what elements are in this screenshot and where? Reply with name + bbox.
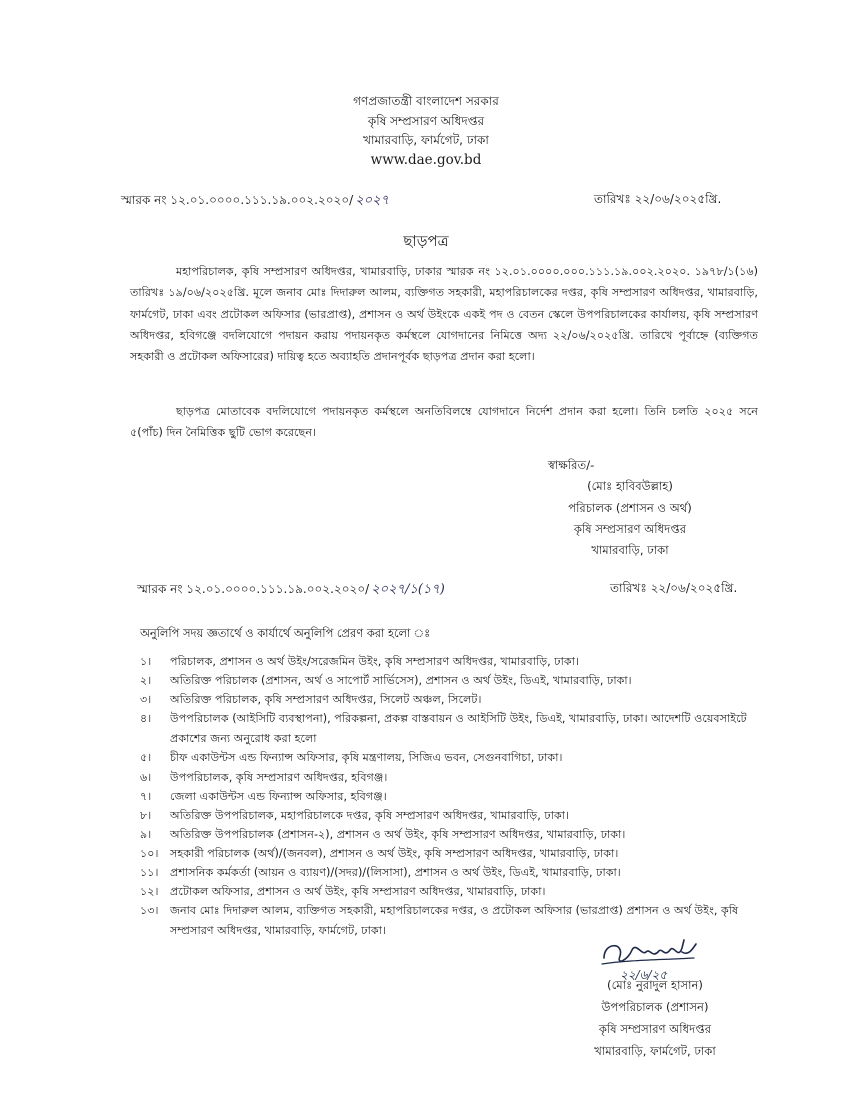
department-address: খামারবাড়ি, ফার্মগেট, ঢাকা bbox=[363, 133, 489, 147]
copy-distribution-text: সহকারী পরিচালক (অর্থ)/(জনবল), প্রশাসন ও অর্থ উইং, কৃষি সম্প্রসারণ অধিদপ্তর, খামারবাড়ি, ঢাকা। bbox=[170, 846, 619, 860]
copy-distribution-item bbox=[140, 768, 760, 787]
signatory-2-office: কৃষি সম্প্রসারণ অধিদপ্তর bbox=[598, 1022, 712, 1036]
copy-distribution-item bbox=[140, 671, 760, 690]
copy-distribution-intro: অনুলিপি সদয় জ্ঞতার্থে ও কার্যার্থে অনুলিপি প্রেরণ করা হলো ঃ bbox=[140, 626, 431, 640]
copy-distribution-text: প্রটোকল অফিসার, প্রশাসন ও অর্থ উইং, কৃষি সম্প্রসারণ অধিদপ্তর, খামারবাড়ি, ঢাকা। bbox=[170, 885, 546, 899]
copy-distribution-number: ১৩। bbox=[140, 904, 159, 918]
copy-distribution-item bbox=[140, 652, 760, 671]
copy-distribution-item bbox=[140, 844, 760, 863]
government-name: গণপ্রজাতন্ত্রী বাংলাদেশ সরকার bbox=[353, 94, 499, 108]
copy-distribution-text: পরিচালক, প্রশাসন ও অর্থ উইং/সরেজমিন উইং, কৃষি সম্প্রসারণ অধিদপ্তর, খামারবাড়ি, ঢাকা। bbox=[170, 655, 579, 668]
copy-distribution-item bbox=[140, 806, 760, 825]
signatory-block-2 bbox=[560, 974, 750, 1062]
signatory-2-designation: উপপরিচালক (প্রশাসন) bbox=[601, 1000, 709, 1014]
letterhead bbox=[0, 92, 852, 170]
copy-distribution-number: ৮। bbox=[140, 808, 152, 822]
copy-distribution-number: ৭। bbox=[140, 789, 152, 803]
copy-distribution-number: ৯। bbox=[140, 827, 152, 841]
copy-distribution-number: ৩। bbox=[140, 693, 152, 707]
copy-distribution-text: অতিরিক্ত উপপরিচালক (প্রশাসন-২), প্রশাসন ও অর্থ উইং, কৃষি সম্প্রসারণ অধিদপ্তর, খামারবাড়ি, ঢাকা। bbox=[170, 827, 626, 841]
copy-distribution-item bbox=[140, 709, 760, 748]
copy-distribution-text: অতিরিক্ত পরিচালক (প্রশাসন, অর্থ ও সাপোর্ট সার্ভিসেস), প্রশাসন ও অর্থ উইং, ডিএই, খামারবাড়ি, ঢাকা। bbox=[170, 674, 632, 688]
copy-distribution-number: ১২। bbox=[140, 885, 159, 899]
signatory-office: কৃষি সম্প্রসারণ অধিদপ্তর bbox=[573, 521, 687, 536]
copy-distribution-text: জেলা একাউন্টস এন্ড ফিন্যান্স অফিসার, হবিগঞ্জ। bbox=[170, 789, 387, 803]
copy-distribution-text: অতিরিক্ত উপপরিচালক, মহাপরিচালকে দপ্তর, কৃষি সম্প্রসারণ অধিদপ্তর, খামারবাড়ি, ঢাকা। bbox=[170, 808, 570, 822]
copy-distribution-item bbox=[140, 882, 760, 901]
signatory-name: (মোঃ হাবিবউল্লাহ) bbox=[587, 479, 673, 494]
signature-date: ২২/৬/২৫ bbox=[620, 968, 668, 982]
copy-distribution-text: চীফ একাউন্টস এন্ড ফিন্যান্স অফিসার, কৃষি মন্ত্রণালয়, সিজিএ ভবন, সেগুনবাগিচা, ঢাকা। bbox=[170, 751, 563, 765]
memo-date: তারিখঃ ২২/০৬/২০২৫খ্রি. bbox=[594, 192, 722, 206]
document-title: ছাড়পত্র bbox=[403, 232, 449, 250]
body-paragraph-2: ছাড়পত্র মোতাবেক বদলিযোগে পদায়নকৃত কর্মস্থলে অনতিবিলম্বে যোগদানে নির্দেশ প্রদান করা হলো। তিনি চলতি ২০২৫ সনে ৫(পাঁচ) দিন নৈমিত্তিক ছুটি ভোগ করেছেন। bbox=[130, 405, 758, 440]
copy-distribution-number: ৫। bbox=[140, 751, 152, 765]
signed-mark: স্বাক্ষরিত/- bbox=[548, 458, 595, 472]
copy-memo-reference-number: স্মারক নং ১২.০১.০০০০.১১১.১৯.০০২.২০২০/ bbox=[137, 582, 370, 596]
copy-distribution-number: ৬। bbox=[140, 770, 152, 784]
copy-distribution-number: ৪। bbox=[140, 712, 152, 726]
copy-distribution-text: অতিরিক্ত পরিচালক, কৃষি সম্প্রসারণ অধিদপ্তর, সিলেট অঞ্চল, সিলেট। bbox=[170, 693, 482, 707]
signatory-2-name: (মোঃ নুরাদুল হাসান) bbox=[607, 978, 703, 992]
copy-distribution-text: জনাব মোঃ দিদারুল আলম, ব্যক্তিগত সহকারী, মহাপরিচালকের দপ্তর, ও প্রটোকল অফিসার (ভারপ্রাপ্ত) প্রশাসন ও অর্থ উইং, কৃষি সম্প্রসারণ অধিদপ্তর, খামারবাড়ি, ফার্মগেট, ঢাকা। bbox=[170, 904, 739, 937]
copy-distribution-text: উপপরিচালক, কৃষি সম্প্রসারণ অধিদপ্তর, হবিগঞ্জ। bbox=[170, 770, 388, 784]
copy-memo-date: তারিখঃ ২২/০৬/২০২৫খ্রি. bbox=[610, 581, 738, 595]
copy-distribution-number: ১১। bbox=[140, 866, 159, 880]
copy-distribution-number: ২। bbox=[140, 674, 152, 688]
copy-distribution-text: প্রশাসনিক কর্মকর্তা (আয়ন ও ব্যায়ণ)/(সদর)/(লিসাসা), প্রশাসন ও অর্থ উইং, ডিএই, খামারবাড়ি, ঢাকা। bbox=[170, 866, 621, 880]
copy-distribution-number: ১। bbox=[140, 655, 152, 668]
copy-distribution-item bbox=[140, 787, 760, 806]
copy-distribution-list bbox=[140, 652, 760, 940]
body-paragraph-1: মহাপরিচালক, কৃষি সম্প্রসারণ অধিদপ্তর, খামারবাড়ি, ঢাকার স্মারক নং ১২.০১.০০০০.০০০.১১১.১৯.০০২.২০২০. ১৯৭৮/১(১৬) তারিখঃ ১৯/০৬/২০২৫খ্রি. মূলে জনাব মোঃ দিদারুল আলম, ব্যক্তিগত সহকারী, মহাপরিচালকের দপ্তর, কৃষি সম্প্রসারণ অধিদপ্তর, খামারবাড়ি, ফার্মগেট, ঢাকা এবং প্রটোকল অফিসার (ভারপ্রাপ্ত), প্রশাসন ও অর্থ উইংকে একই পদ ও বেতন স্কেলে উপপরিচালকের কার্যালয়, কৃষি সম্প্রসারণ অধিদপ্তর, হবিগঞ্জে বদলিযোগে পদায়ন করায় পদায়নকৃত কর্মস্থলে যোগদানের নিমিত্তে অদ্য ২২/০৬/২০২৫খ্রি. তারিখে পূর্বাহ্নে (ব্যক্তিগত সহকারী ও প্রটোকল অফিসারের) দায়িত্ব হতে অব্যাহতি প্রদানপূর্বক ছাড়পত্র প্রদান করা হলো। bbox=[130, 265, 758, 364]
signatory-block-1 bbox=[530, 455, 730, 561]
copy-memo-reference-handwritten: ২০২৭/১(১৭) bbox=[371, 582, 445, 597]
copy-memo-reference bbox=[137, 580, 445, 601]
copy-distribution-item bbox=[140, 863, 760, 882]
copy-distribution-text: উপপরিচালক (আইসিটি ব্যবস্থাপনা), পরিকল্পনা, প্রকল্প বাস্তবায়ন ও আইসিটি উইং, ডিএই, খামারবাড়ি, ঢাকা। আদেশটি ওয়েবসাইটে প্রকাশের জন্য অনুরোধ করা হলো bbox=[170, 712, 747, 745]
signatory-address: খামারবাড়ি, ঢাকা bbox=[591, 543, 669, 558]
department-website: www.dae.gov.bd bbox=[370, 151, 482, 168]
department-name: কৃষি সম্প্রসারণ অধিদপ্তর bbox=[367, 113, 485, 128]
copy-distribution-number: ১০। bbox=[140, 846, 159, 860]
signatory-2-address: খামারবাড়ি, ফার্মগেট, ঢাকা bbox=[594, 1044, 716, 1058]
memo-reference bbox=[121, 191, 389, 212]
memo-reference-handwritten: ২০২৭ bbox=[355, 193, 389, 208]
copy-distribution-item bbox=[140, 690, 760, 709]
copy-distribution-item bbox=[140, 748, 760, 767]
memo-reference-number: স্মারক নং ১২.০১.০০০০.১১১.১৯.০০২.২০২০/ bbox=[121, 193, 354, 207]
signatory-designation: পরিচালক (প্রশাসন ও অর্থ) bbox=[568, 500, 692, 515]
copy-distribution-item bbox=[140, 825, 760, 844]
